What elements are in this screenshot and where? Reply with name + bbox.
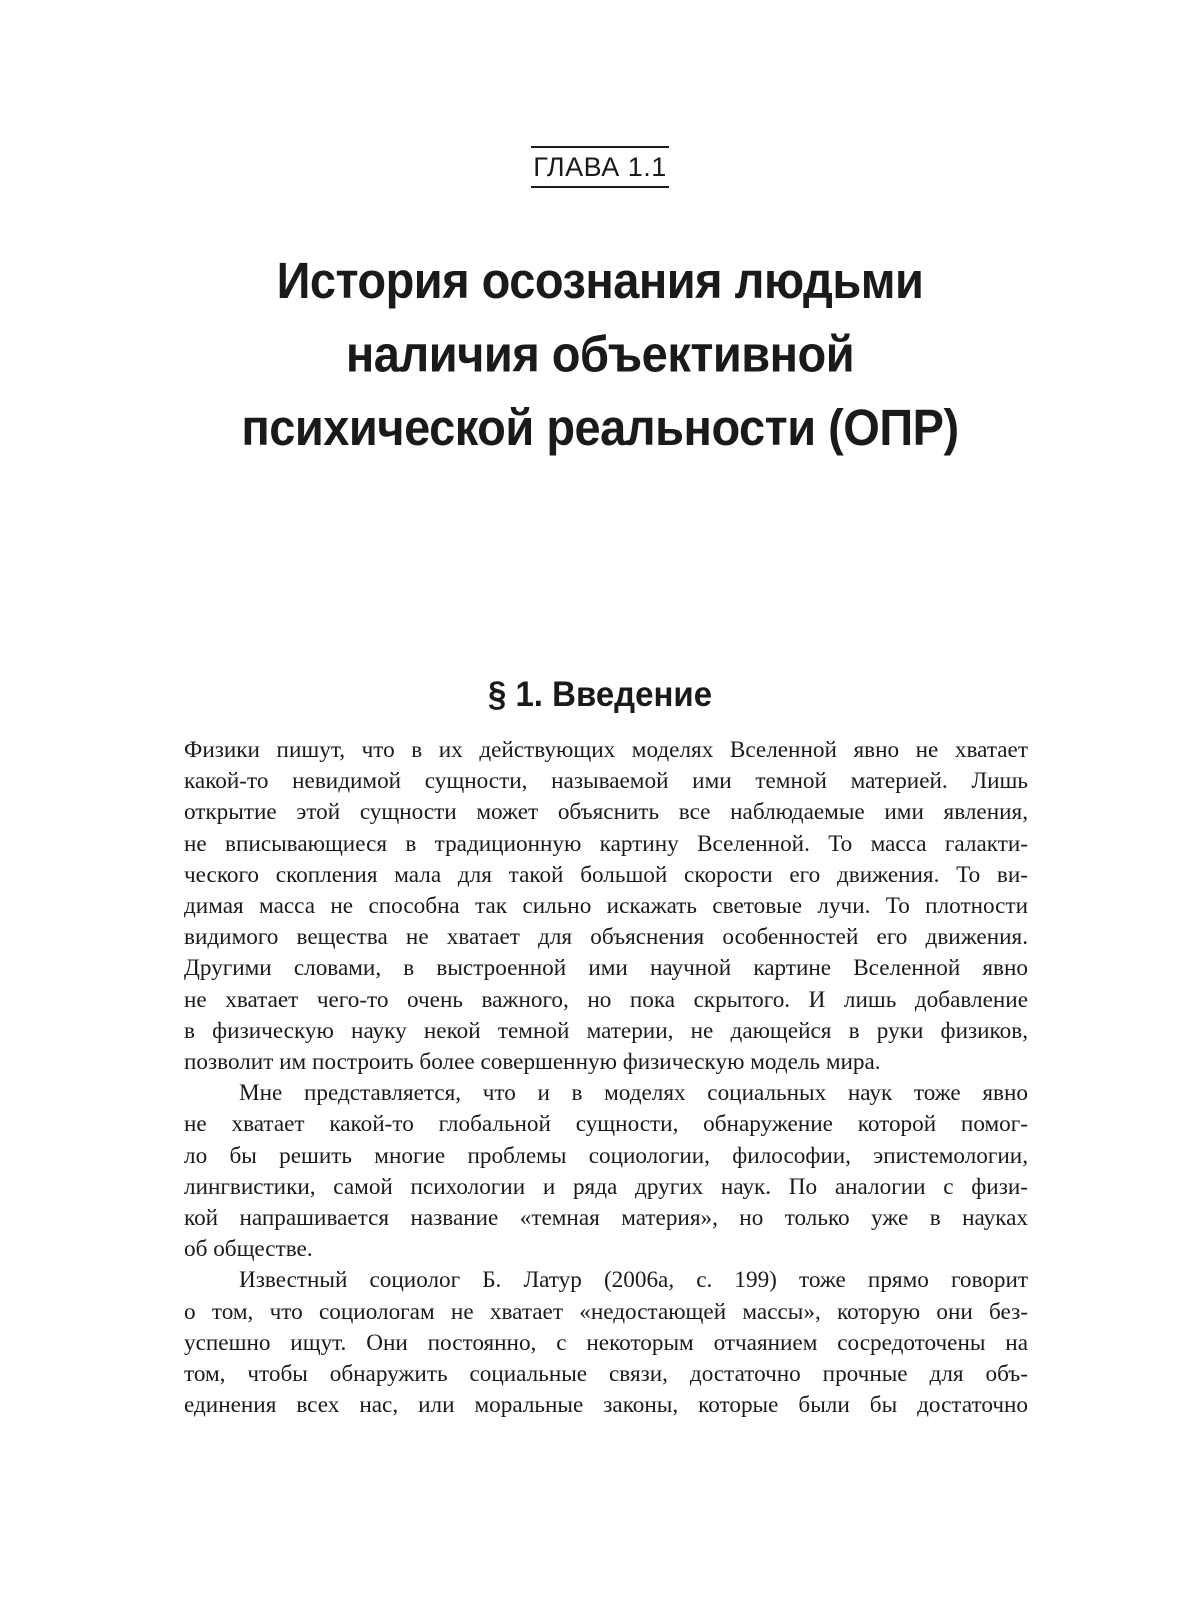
text-line: в физическую науку некой темной материи, не дающейся в руки физиков, bbox=[184, 1017, 1028, 1044]
text-line: лингвистики, самой психологии и ряда других наук. По аналогии с физи- bbox=[184, 1173, 1028, 1200]
paragraph bbox=[184, 735, 1028, 1078]
chapter-label-container bbox=[0, 146, 1200, 188]
body-text bbox=[184, 735, 1028, 1421]
paragraph bbox=[184, 1078, 1028, 1265]
text-line: том, чтобы обнаружить социальные связи, достаточно прочные для объ- bbox=[184, 1361, 1028, 1388]
text-line: ло бы решить многие проблемы социологии, философии, эпистемологии, bbox=[184, 1142, 1028, 1169]
text-line: кой напрашивается название «темная материя», но только уже в науках bbox=[184, 1205, 1028, 1232]
chapter-title-line: наличия объективной bbox=[345, 325, 855, 383]
text-line: ческого скопления мала для такой большой скорости его движения. То ви- bbox=[184, 861, 1028, 888]
text-line: какой-то невидимой сущности, называемой ими темной материей. Лишь bbox=[184, 768, 1028, 795]
text-line: не вписывающиеся в традиционную картину Вселенной. То масса галакти- bbox=[184, 830, 1028, 857]
text-line: успешно ищут. Они постоянно, с некоторым отчаянием сосредоточены на bbox=[184, 1329, 1028, 1356]
text-line: не хватает чего-то очень важного, но пока скрытого. И лишь добавление bbox=[184, 986, 1028, 1013]
chapter-title bbox=[100, 244, 1100, 464]
text-line: об обществе. bbox=[184, 1236, 313, 1263]
text-line: димая масса не способна так сильно искажать световые лучи. То плотности bbox=[184, 893, 1028, 920]
text-line: Известный социолог Б. Латур (2006а, с. 199) тоже прямо говорит bbox=[239, 1267, 1028, 1294]
text-line: позволит им построить более совершенную физическую модель мира. bbox=[184, 1049, 881, 1076]
text-line: Мне представляется, что и в моделях социальных наук тоже явно bbox=[239, 1080, 1028, 1107]
text-line: единения всех нас, или моральные законы, которые были бы достаточно bbox=[184, 1392, 1028, 1419]
chapter-label: ГЛАВА 1.1 bbox=[531, 146, 669, 188]
section-heading: § 1. Введение bbox=[487, 674, 713, 714]
paragraph bbox=[184, 1265, 1028, 1421]
text-line: не хватает какой-то глобальной сущности, обнаружение которой помог- bbox=[184, 1111, 1028, 1138]
text-line: о том, что социологам не хватает «недостающей массы», которую они без- bbox=[184, 1298, 1028, 1325]
text-line: видимого вещества не хватает для объяснения особенностей его движения. bbox=[184, 924, 1028, 951]
chapter-title-line: История осознания людьми bbox=[276, 251, 924, 309]
text-line: открытие этой сущности может объяснить все наблюдаемые ими явления, bbox=[184, 799, 1028, 826]
text-line: Физики пишут, что в их действующих моделях Вселенной явно не хватает bbox=[184, 737, 1028, 763]
chapter-title-line: психической реальности (ОПР) bbox=[241, 398, 959, 456]
text-line: Другими словами, в выстроенной ими научной картине Вселенной явно bbox=[184, 955, 1028, 982]
